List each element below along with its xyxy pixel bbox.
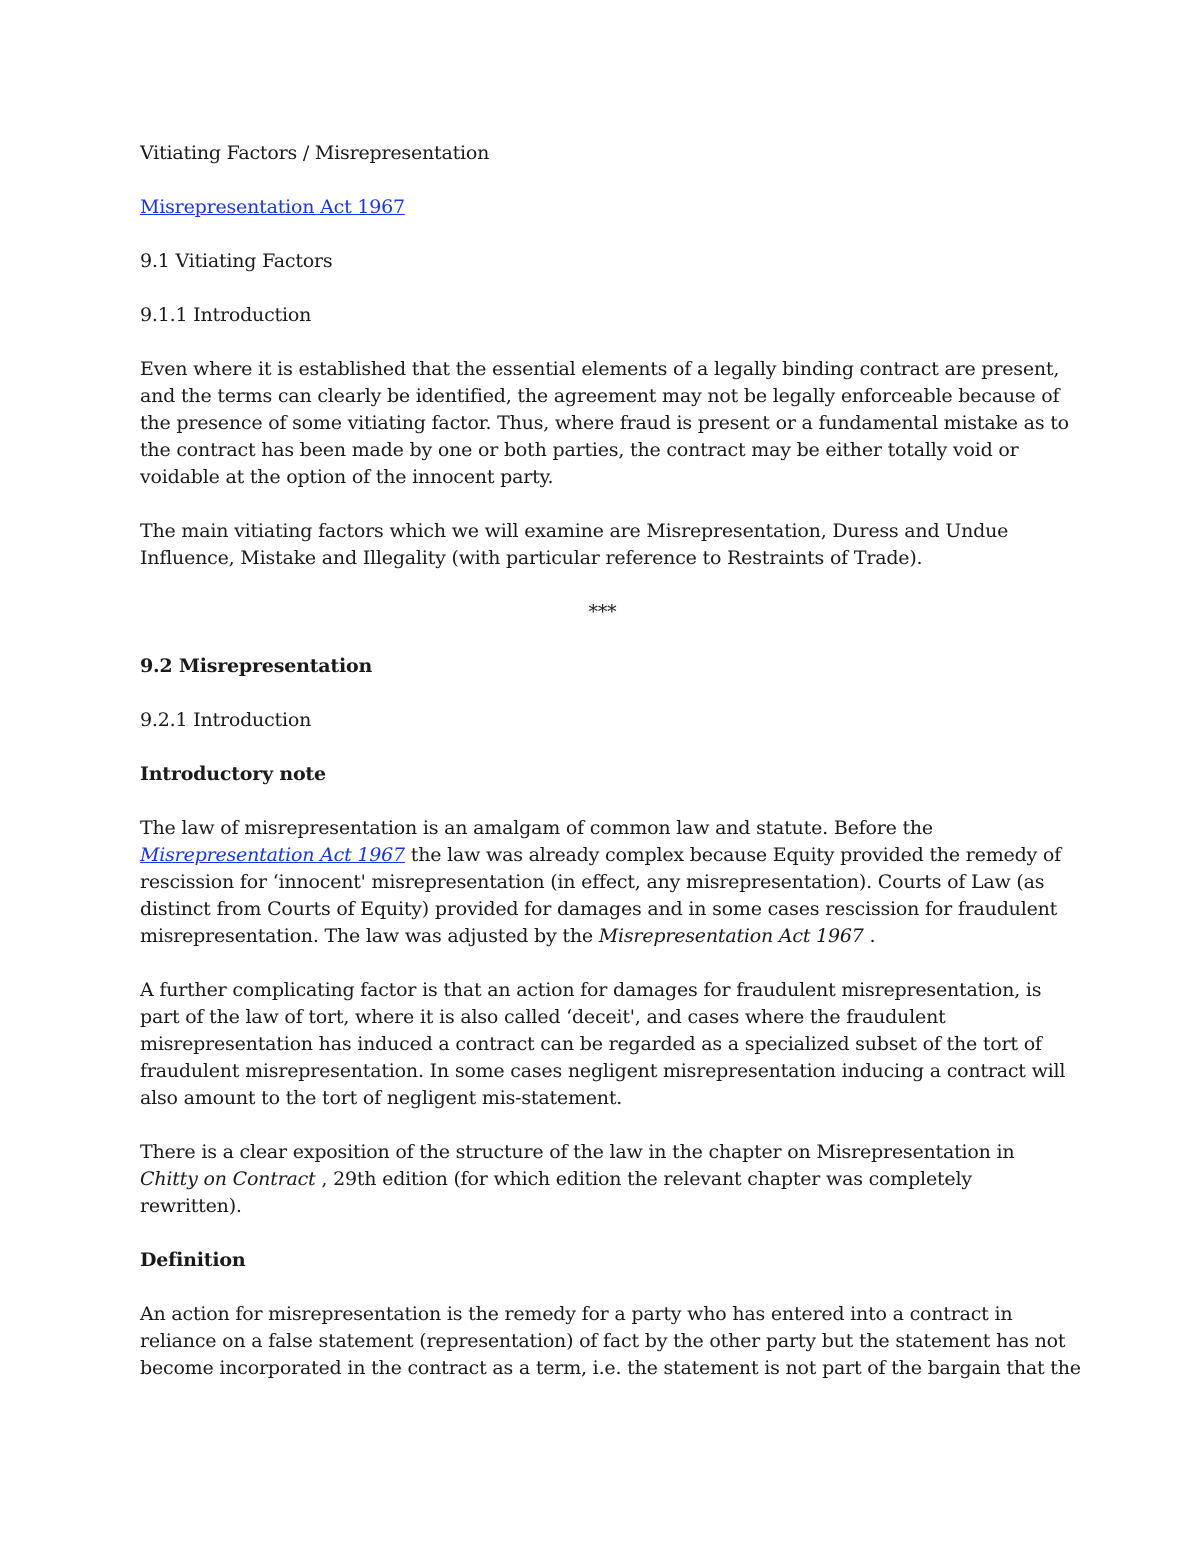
text-fragment: , 29th edition (for which edition the relevant chapter was completely [315, 1168, 972, 1190]
text-line [140, 1166, 1065, 1193]
section-heading-9-2: 9.2 Misrepresentation [140, 655, 373, 677]
text-line: rewritten). [140, 1195, 242, 1217]
act-title-italic: Misrepresentation Act 1967 [598, 925, 864, 947]
introductory-note-heading: Introductory note [140, 763, 326, 785]
text-line: and the terms can clearly be identified, the agreement may not be legally enforceable because of [140, 385, 1060, 407]
text-line: distinct from Courts of Equity) provided for damages and in some cases rescission for fraudulent [140, 898, 1058, 920]
text-line [140, 842, 1065, 869]
document-title: Vitiating Factors / Misrepresentation [140, 142, 490, 164]
text-line: also amount to the tort of negligent mis-statement. [140, 1087, 623, 1109]
section-heading-9-1-1: 9.1.1 Introduction [140, 304, 312, 326]
definition-paragraph [140, 1301, 1081, 1382]
text-line: A further complicating factor is that an action for damages for fraudulent misrepresentation, is [140, 979, 1042, 1001]
act-link-paragraph [140, 194, 1065, 221]
text-fragment: misrepresentation. The law was adjusted by the [140, 925, 599, 947]
text-line: the presence of some vitiating factor. Thus, where fraud is present or a fundamental mistake as to [140, 412, 1069, 434]
text-line: Even where it is established that the essential elements of a legally binding contract are present, [140, 358, 1060, 380]
further-factor-paragraph [140, 977, 1065, 1112]
misrepresentation-act-link[interactable]: Misrepresentation Act 1967 [140, 196, 405, 218]
text-fragment: the law was already complex because Equity provided the remedy of [404, 844, 1061, 866]
misrepresentation-act-inline-link[interactable]: Misrepresentation Act 1967 [140, 844, 405, 866]
definition-heading: Definition [140, 1249, 246, 1271]
section-heading-9-2-1: 9.2.1 Introduction [140, 709, 312, 731]
text-fragment: . [863, 925, 876, 947]
text-line: rescission for ‘innocent' misrepresentation (in effect, any misrepresentation). Courts of Law (as [140, 871, 1045, 893]
text-line: misrepresentation has induced a contract can be regarded as a specialized subset of the tort of [140, 1033, 1042, 1055]
text-line: voidable at the option of the innocent party. [140, 466, 554, 488]
intro-paragraph [140, 356, 1069, 491]
text-line: become incorporated in the contract as a term, i.e. the statement is not part of the bargain that the [140, 1357, 1081, 1379]
book-title-italic: Chitty on Contract [140, 1168, 316, 1190]
text-line: An action for misrepresentation is the remedy for a party who has entered into a contract in [140, 1303, 1013, 1325]
section-separator: *** [588, 601, 617, 623]
text-line: part of the law of tort, where it is also called ‘deceit', and cases where the fraudulent [140, 1006, 946, 1028]
text-line: The law of misrepresentation is an amalgam of common law and statute. Before the [140, 817, 933, 839]
document-page [140, 140, 1081, 1409]
chitty-paragraph [140, 1139, 1065, 1220]
section-heading-9-1: 9.1 Vitiating Factors [140, 250, 333, 272]
text-line: the contract has been made by one or both parties, the contract may be either totally void or [140, 439, 1019, 461]
text-line: There is a clear exposition of the structure of the law in the chapter on Misrepresentation in [140, 1141, 1015, 1163]
text-line: The main vitiating factors which we will examine are Misrepresentation, Duress and Undue [140, 520, 1009, 542]
main-factors-paragraph [140, 518, 1065, 572]
text-line: Influence, Mistake and Illegality (with particular reference to Restraints of Trade). [140, 547, 923, 569]
text-line: fraudulent misrepresentation. In some cases negligent misrepresentation inducing a contract will [140, 1060, 1066, 1082]
text-line [140, 923, 1065, 950]
text-line: reliance on a false statement (representation) of fact by the other party but the statement has not [140, 1330, 1066, 1352]
law-paragraph [140, 815, 1065, 950]
